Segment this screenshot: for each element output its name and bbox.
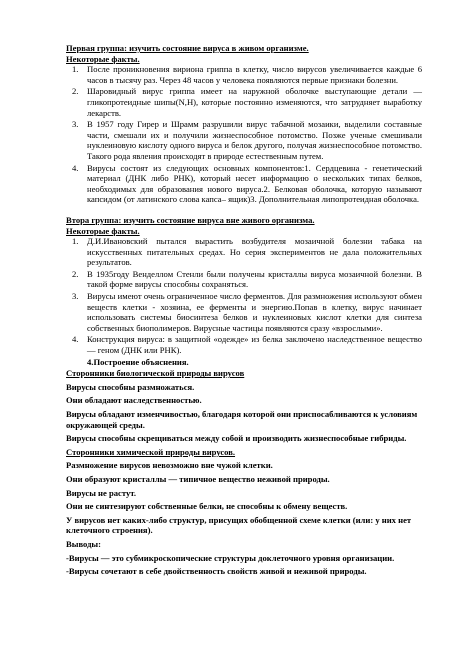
group1-heading	[66, 43, 422, 54]
list-number: 4.	[72, 334, 79, 345]
list-item	[66, 334, 422, 355]
conclusion-line: -Вирусы — это субмикроскопические структуры доклеточного уровня организации.	[66, 552, 395, 563]
bio-line: Вирусы обладают изменчивостью, благодаря которой они приспосабливаются к условиям окружающей среды.	[66, 409, 418, 430]
list-item	[66, 163, 422, 205]
list-number: 2.	[72, 268, 79, 279]
list-number: 2.	[72, 86, 79, 97]
explanation-number: 4.	[87, 356, 94, 367]
chem-line: У вирусов нет каких-либо структур, присущих обобщенной схеме клетки (или: у них нет клеточного строения).	[66, 514, 412, 536]
conclusion-line: -Вирусы сочетают в себе двойственность свойств живой и неживой природы.	[66, 566, 367, 577]
list-number: 3.	[72, 291, 79, 302]
list-text: После проникновения вириона гриппа в клетку, число вирусов увеличивается каждые 6 часов в тысячу раз. Через 48 часов у человека появляются первые признаки болезни.	[87, 64, 422, 85]
list-item	[66, 119, 422, 161]
bio-line: Они обладают наследственностью.	[66, 395, 202, 406]
spacer	[66, 206, 422, 215]
list-item	[66, 269, 422, 290]
group2-heading	[66, 215, 422, 226]
bio-line: Вирусы способны размножаться.	[66, 381, 195, 392]
group1-heading-bold: Первая группа	[66, 43, 125, 53]
list-number: 1.	[72, 236, 79, 247]
list-item	[66, 236, 422, 268]
list-item	[66, 64, 422, 85]
explanation-text: Построение объяснения.	[93, 356, 189, 367]
group1-facts-label: Некоторые факты.	[66, 53, 140, 64]
list-number: 4.	[72, 162, 79, 173]
bio-line: Вирусы способны скрещиваться между собой и производить жизнеспособные гибриды.	[66, 433, 407, 444]
group2-facts-list	[66, 236, 422, 356]
group2-facts-label: Некоторые факты.	[66, 225, 140, 236]
bio-heading: Сторонники биологической природы вирусов	[66, 368, 245, 379]
group2-heading-rest: : изучить состояние вируса вне живого организма.	[118, 214, 315, 225]
list-text: Конструкция вируса: в защитной «одежде» из белка заключено наследственное вещество — геном (ДНК или РНК).	[87, 334, 422, 356]
chem-line: Размножение вирусов невозможно вне чужой клетки.	[66, 460, 273, 471]
group1-facts-list	[66, 64, 422, 205]
list-text: Вирусы имеют очень ограниченное число ферментов. Для размножения используют обмен веществ клетки - хозяина, ее ферменты и энергию.Попав в клетку, вирус начинает использовать системы биосинтеза белков и нуклеиновых кислот клетки для синтеза собственных биополимеров. Вирусные частицы появляются сразу «взрослыми».	[87, 291, 422, 333]
explanation-step	[66, 357, 422, 368]
group2-heading-bold: Втора группа	[66, 214, 119, 225]
list-text: Шаровидный вирус гриппа имеет на наружной оболочке выступающие детали — гликопротеидные шипы(N,H), которые постоянно изменяются, что затрудняет выработку лекарств.	[87, 86, 422, 118]
list-item	[66, 291, 422, 333]
list-item	[66, 86, 422, 118]
list-number: 3.	[72, 119, 79, 130]
list-text: В 1935году Венделлом Стенли были получены кристаллы вируса мозаичной болезни. В такой форме вирусы способны сохраняться.	[87, 268, 422, 290]
list-text: Д.И.Ивановский пытался вырастить возбудителя мозаичной болезни табака на искусственных питательных средах. Но серия экспериментов не дала положительных результатов.	[87, 236, 422, 268]
group1-heading-rest: : изучить состояние вируса в живом организме.	[124, 43, 309, 53]
chem-line: Вирусы не растут.	[66, 487, 136, 498]
list-text: В 1957 году Гирер и Шрамм разрушили вирус табачной мозаики, выделили составные части, смешали их и получили жизнеспособное потомство. Позже ученые смешивали нуклеиновую кислоту одного вируса и белок другого, получая жизнеспособное потомство. Такого рода явления происходят в природе естественным путем.	[87, 119, 422, 161]
list-number: 1.	[72, 64, 79, 75]
list-text: Вирусы состоят из следующих основных компонентов:1. Сердцевина - генетический материал (ДНК либо РНК), который несет информацию о нескольких типах белков, необходимых для образования нового вируса.2. Белковая оболочка, которую называют капсидом (от латинского слова капса– ящик)3. Дополнительная липопротеидная оболочка.	[87, 162, 422, 205]
conclusions-heading: Выводы:	[66, 538, 101, 549]
chem-heading: Сторонники химической природы вирусов.	[66, 446, 236, 457]
chem-line: Они образуют кристаллы — типичное вещество неживой природы.	[66, 473, 330, 484]
chem-line: Они не синтезируют собственные белки, не способны к обмену веществ.	[66, 501, 348, 512]
